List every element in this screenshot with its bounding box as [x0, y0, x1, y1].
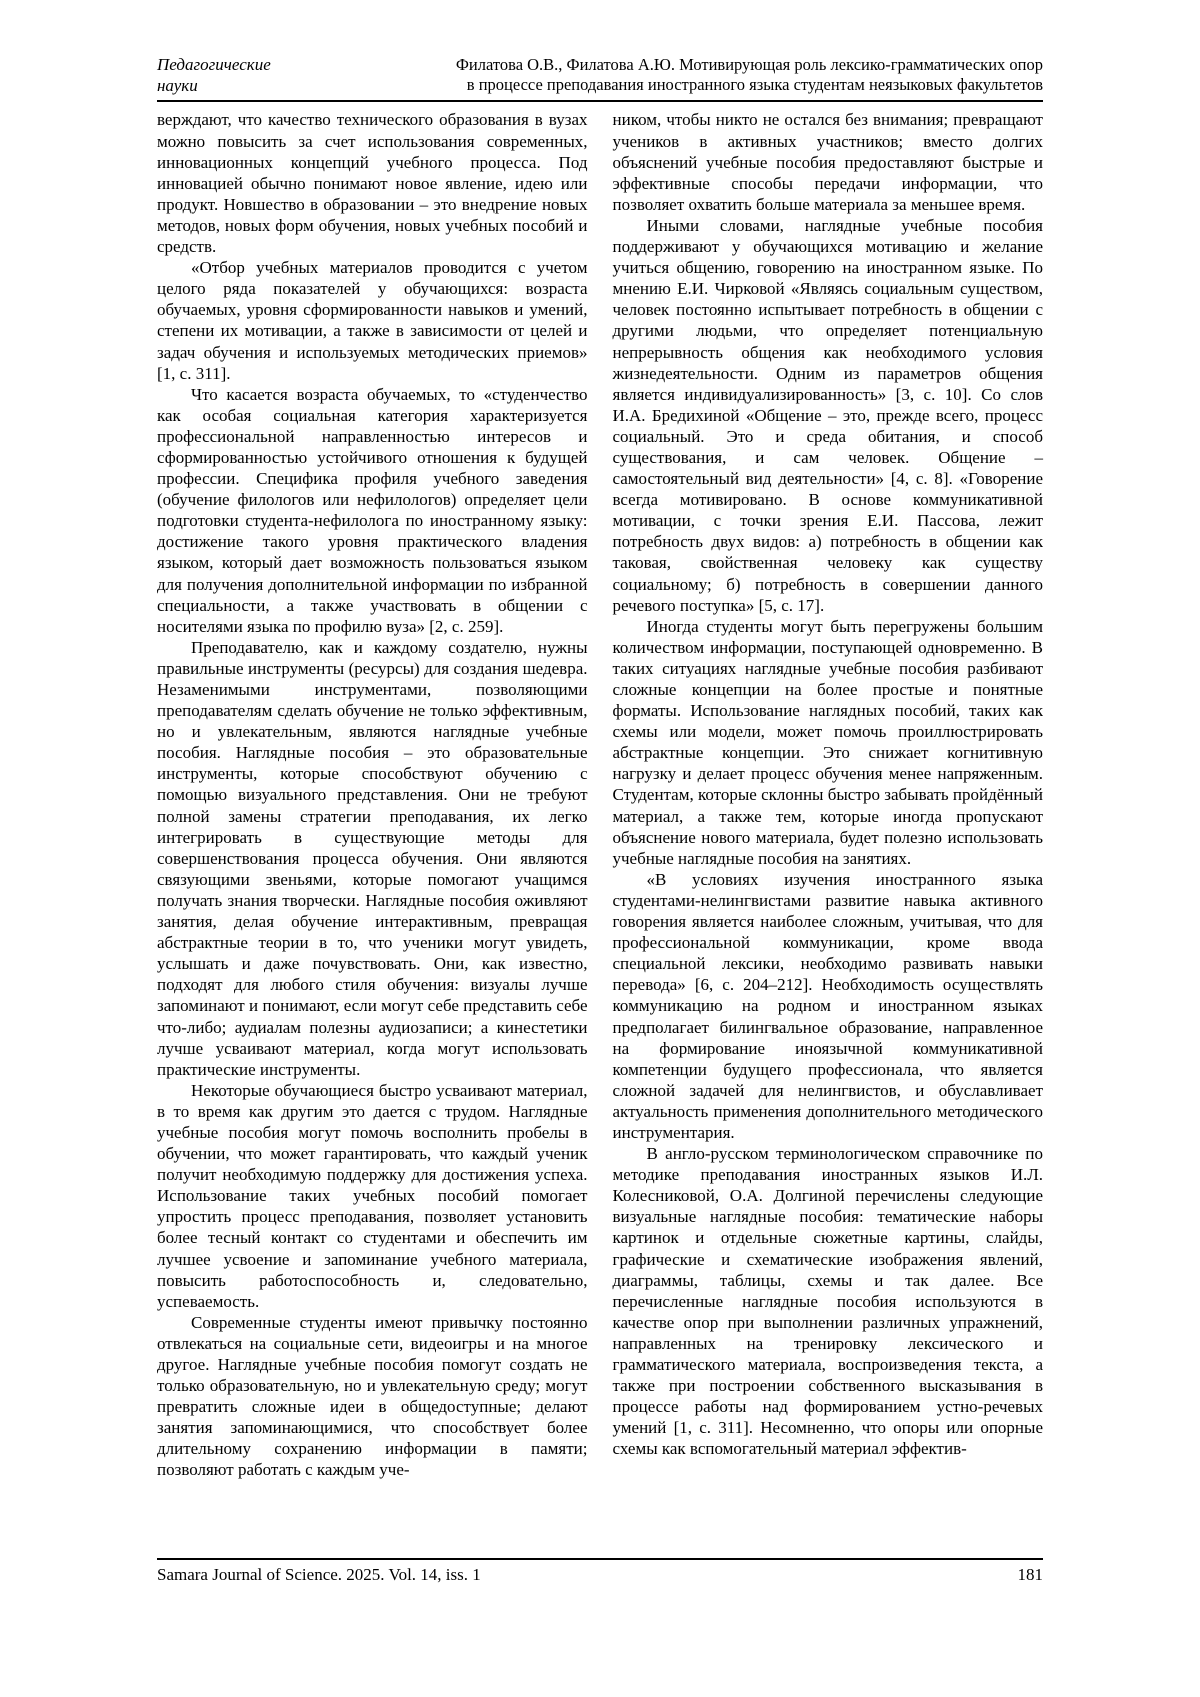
journal-section-name: [157, 55, 271, 96]
paragraph: Иногда студенты могут быть перегружены большим количеством информации, поступающей одновременно. В таких ситуациях наглядные учебные пособия разбивают сложные концепции на более простые и понятные форматы. Использование наглядных пособий, таких как схемы или модели, может помочь проиллюстрировать абстрактные концепции. Это снижает когнитивную нагрузку и делает процесс обучения менее напряженным. Студентам, которые склонны быстро забывать пройдённый материал, а также тем, которые иногда пропускают объяснение нового материала, будет полезно использовать учебные наглядные пособия на занятиях.: [612, 616, 1044, 868]
footer-journal-citation: Samara Journal of Science. 2025. Vol. 14, iss. 1: [157, 1564, 481, 1584]
paragraph: Некоторые обучающиеся быстро усваивают материал, в то время как другим это дается с трудом. Наглядные учебные пособия могут помочь восполнить пробелы в обучении, что может гарантировать, что каждый ученик получит необходимую поддержку для достижения успеха. Использование таких учебных пособий помогает упростить процесс преподавания, позволяет установить более тесный контакт со студентами и обеспечить им лучшее усвоение и запоминание учебного материала, повысить работоспособность и, следовательно, успеваемость.: [157, 1080, 588, 1311]
article-running-title: [456, 55, 1043, 96]
paragraph: «Отбор учебных материалов проводится с учетом целого ряда показателей у обучающихся: возраста обучаемых, уровня сформированности навыков и умений, степени их мотивации, а также в зависимости от целей и задач обучения и используемых методических приемов» [1, с. 311].: [157, 258, 588, 383]
journal-section-line2: науки: [157, 75, 198, 95]
article-title-line1: Филатова О.В., Филатова А.Ю. Мотивирующая роль лексико-грамматических опор: [455, 55, 1043, 74]
paragraph: «В условиях изучения иностранного языка студентами-нелингвистами развитие навыка активного говорения является наиболее сложным, учитывая, что для профессиональной коммуникации, кроме ввода специальной лексики, необходимо развивать навыки перевода» [6, с. 204–212]. Необходимость осуществлять коммуникацию на родном и иностранном языках предполагает билингвальное образование, направленное на формирование иноязычной коммуникативной компетенции будущего профессионала, что является сложной задачей для нелингвистов, и обуславливает актуальность применения дополнительного методического инструментария.: [612, 869, 1043, 1142]
page-footer: [157, 1558, 1043, 1585]
header-rule: [157, 100, 1043, 102]
page-header: [157, 55, 1043, 96]
article-body: [157, 109, 1043, 1480]
journal-section-line1: Педагогические: [157, 55, 271, 74]
left-column: [157, 109, 588, 1480]
right-column: [613, 109, 1044, 1480]
footer-page-number: 181: [1017, 1564, 1043, 1584]
paragraph: В англо-русском терминологическом справочнике по методике преподавания иностранных языков И.Л. Колесниковой, О.А. Долгиной перечислены следующие визуальные наглядные пособия: тематические наборы картинок и отдельные сюжетные картины, слайды, графические и схематические изображения явлений, диаграммы, таблицы, схемы и так далее. Все перечисленные наглядные пособия используются в качестве опор при выполнении различных упражнений, направленных на тренировку лексического и грамматического материала, воспроизведения текста, а также при построении собственного высказывания в процессе работы над формированием устно-речевых умений [1, с. 311]. Несомненно, что опоры или опорные схемы как вспомогательный материал эффектив-: [612, 1144, 1043, 1459]
paragraph: Что касается возраста обучаемых, то «студенчество как особая социальная категория характеризуется профессиональной направленностью интересов и сформированностью устойчивого отношения к будущей профессии. Специфика профиля учебного заведения (обучение филологов или нефилологов) определяет цели подготовки студента-нефилолога по иностранному языку: достижение такого уровня практического владения языком, который дает возможность пользоваться языком для получения дополнительной информации по избранной специальности, а также участвовать в общении с носителями языка по профилю вуза» [2, с. 259].: [157, 384, 588, 636]
article-title-line2: в процессе преподавания иностранного языка студентам неязыковых факультетов: [466, 75, 1043, 95]
paragraph: Преподавателю, как и каждому создателю, нужны правильные инструменты (ресурсы) для создания шедевра. Незаменимыми инструментами, позволяющими преподавателям сделать обучение не только эффективным, но и увлекательным, являются наглядные учебные пособия. Наглядные пособия – это образовательные инструменты, которые способствуют обучению с помощью визуального представления. Они не требуют полной замены стратегии преподавания, их легко интегрировать в существующие методы для совершенствования процесса обучения. Они являются связующими звеньями, которые помогают учащимся получать знания творчески. Наглядные пособия оживляют занятия, делая обучение интерактивным, превращая абстрактные теории в то, что ученики могут увидеть, услышать и даже почувствовать. Они, как известно, подходят для любого стиля обучения: визуалы лучше запоминают и понимают, если могут себе представить себе что-либо; аудиалам полезны аудиозаписи; а кинестетики лучше усваивают материал, когда могут использовать практические инструменты.: [157, 637, 588, 1079]
paragraph: Современные студенты имеют привычку постоянно отвлекаться на социальные сети, видеоигры и на многое другое. Наглядные учебные пособия помогут создать не только образовательную, но и увлекательную среду; могут превратить сложные идеи в общедоступные; делают занятия запоминающимися, что способствует более длительному сохранению информации в памяти; позволяют работать с каждым уче-: [157, 1312, 588, 1480]
paragraph: Иными словами, наглядные учебные пособия поддерживают у обучающихся мотивацию и желание учиться общению, говорению на иностранном языке. По мнению Е.И. Чирковой «Являясь социальным существом, человек постоянно испытывает потребность в общении с другими людьми, что определяет потенциальную непрерывность общения как необходимого условия жизнедеятельности. Одним из параметров общения является индивидуализированность» [3, с. 10]. Со слов И.А. Бредихиной «Общение – это, прежде всего, процесс социальный. Это и среда обитания, и способ существования, и сам человек. Общение – самостоятельный вид деятельности» [4, с. 8]. «Говорение всегда мотивировано. В основе коммуникативной мотивации, с точки зрения Е.И. Пассова, лежит потребность двух видов: а) потребность в общении как таковая, свойственная человеку как существу социальному; б) потребность в совершении данного речевого поступка» [5, с. 17].: [612, 215, 1043, 615]
paragraph: ником, чтобы никто не остался без внимания; превращают учеников в активных участников; вместо долгих объяснений учебные пособия предоставляют быстрые и эффективные способы передачи информации, что позволяет охватить больше материала за меньшее время.: [612, 110, 1043, 214]
paragraph: верждают, что качество технического образования в вузах можно повысить за счет использования современных, инновационных концепций учебного процесса. Под инновацией обычно понимают новое явление, идею или продукт. Новшество в образовании – это внедрение новых методов, новых форм обучения, новых учебных пособий и средств.: [157, 110, 588, 257]
